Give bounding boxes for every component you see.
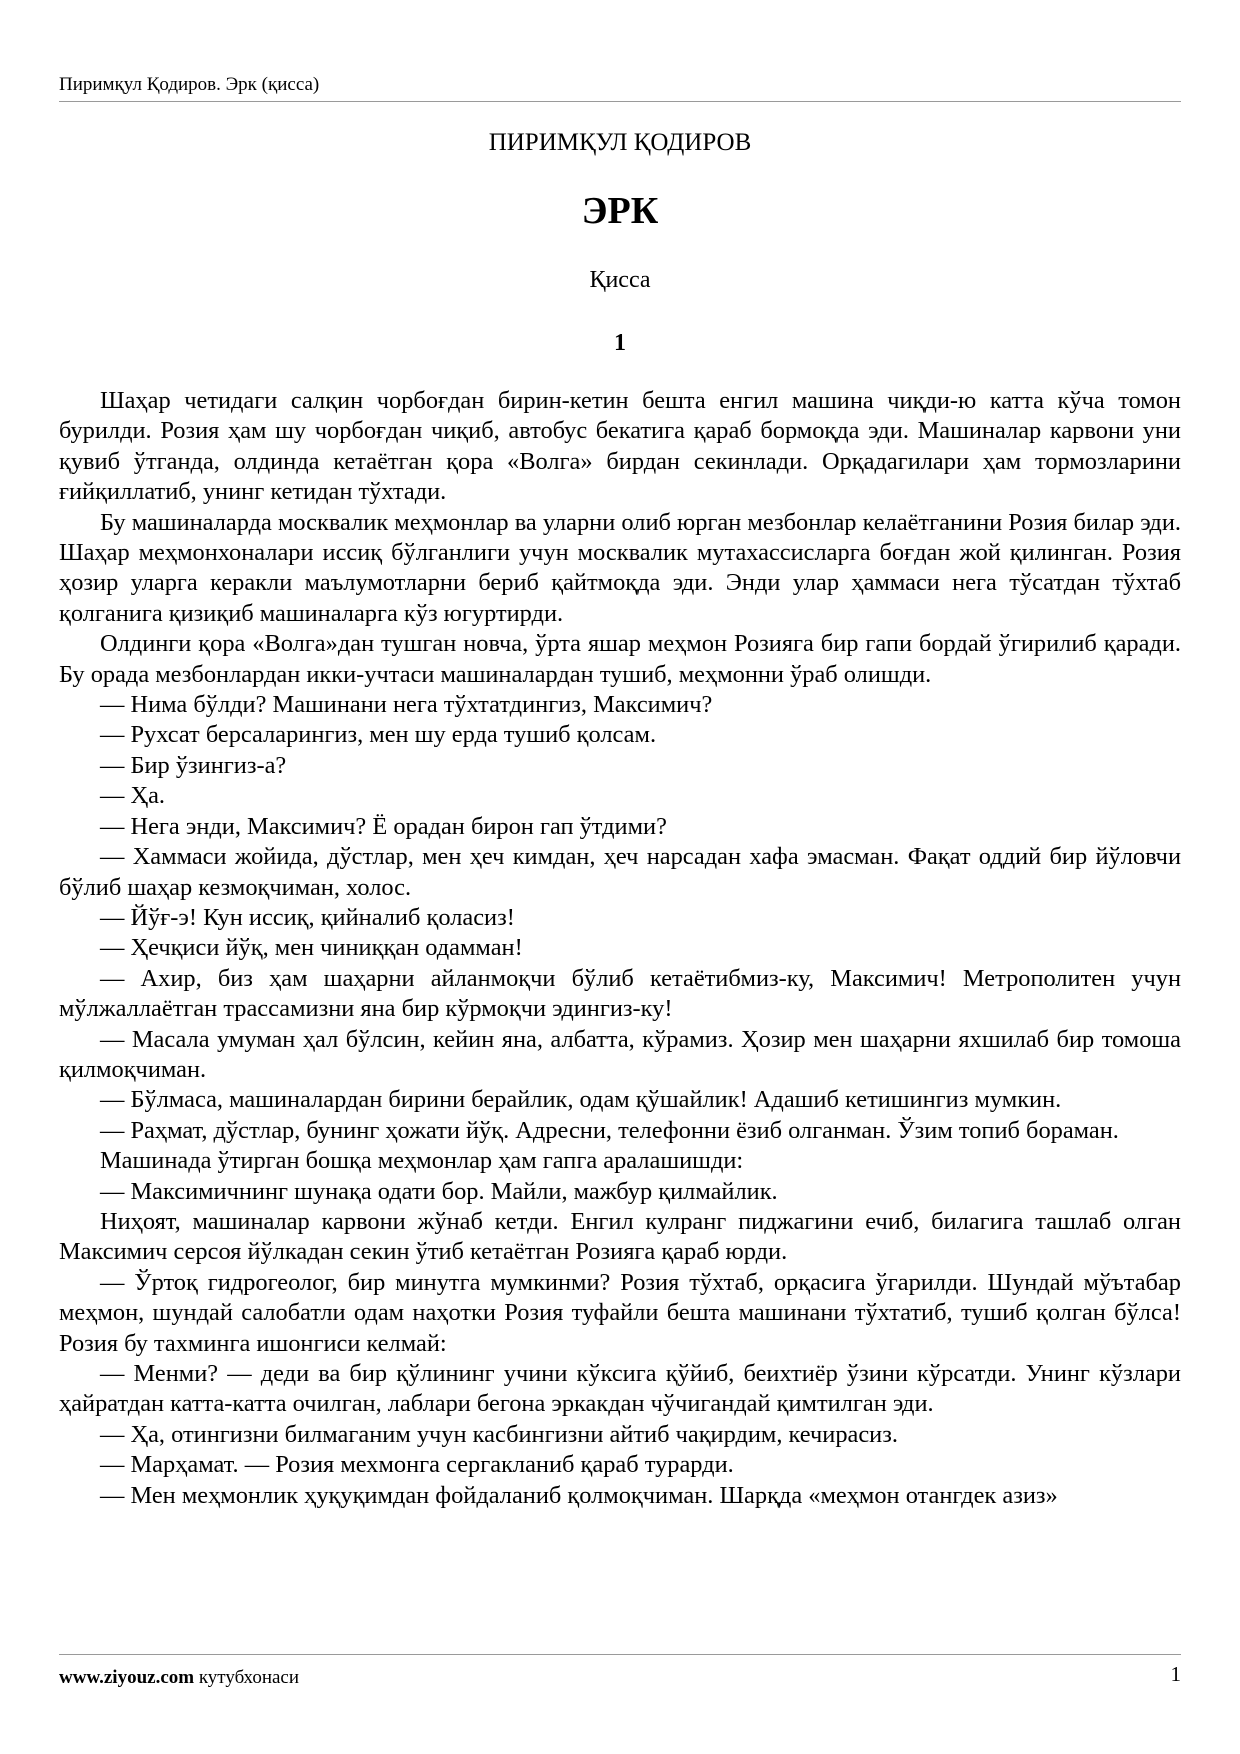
dialogue-line: — Масала умуман ҳал бўлсин, кейин яна, албатта, кўрамиз. Ҳозир мен шаҳарни яхшилаб бир томоша қилмоқчиман. [59, 1025, 1181, 1083]
footer-divider [59, 1654, 1181, 1655]
dialogue-line: — Йўғ-э! Кун иссиқ, қийналиб қоласиз! [100, 903, 515, 931]
dialogue-line: — Марҳамат. — Розия мехмонга сергакланиб қараб турарди. [100, 1451, 734, 1479]
dialogue-line: — Нима бўлди? Машинани нега тўхтатдингиз, Максимич? [100, 691, 713, 719]
book-title: ЭРК [581, 190, 659, 232]
paragraph: Машинада ўтирган бошқа меҳмонлар ҳам гапга аралашишди: [100, 1147, 744, 1175]
footer-source [59, 1667, 299, 1689]
dialogue-line: — Нега энди, Максимич? Ё орадан бирон гап ўтдими? [100, 812, 667, 840]
dialogue-line: — Ахир, биз ҳам шаҳарни айланмоқчи бўлиб кетаётибмиз-ку, Максимич! Метрополитен учун мўлжаллаётган трассамизни яна бир кўрмоқчи эдингиз-ку! [59, 964, 1181, 1023]
dialogue-line: — Ҳа. [100, 782, 166, 810]
dialogue-line: — Ўртоқ гидрогеолог, бир минутга мумкинми? Розия тўхтаб, орқасига ўгарилди. Шундай мўътабар меҳмон, шундай салобатли одам наҳотки Розия туфайли бешта машинани тўхтатиб, тушиб қолган бўлса! Розия бу тахминга ишонгиси келмай: [59, 1268, 1181, 1357]
dialogue-line: — Менми? — деди ва бир қўлининг учини кўксига қўйиб, беихтиёр ўзини кўрсатди. Унинг кўзлари ҳайратдан катта-катта очилган, лаблари бегона эркакдан чўчигандай қимтилган эди. [59, 1360, 1181, 1418]
dialogue-line: — Ҳечқиси йўқ, мен чиниққан одамман! [100, 934, 523, 962]
dialogue-line: — Ҳа, отингизни билмаганим учун касбингизни айтиб чақирдим, кечирасиз. [100, 1420, 898, 1448]
paragraph: Ниҳоят, машиналар карвони жўнаб кетди. Енгил кулранг пиджагини ечиб, билагига ташлаб олган Максимич серсоя йўлкадан секин ўтиб кетаётган Розияга қараб юрди. [59, 1207, 1181, 1266]
footer-library-label: кутубхонаси [198, 1667, 300, 1688]
page-number: 1 [1170, 1662, 1181, 1686]
paragraph: Олдинги қора «Волга»дан тушган новча, ўрта яшар меҳмон Розияга бир гапи бордай ўгирилиб қаради. Бу орада мезбонлардан икки-учтаси машиналардан тушиб, меҳмонни ўраб олишди. [59, 630, 1181, 688]
running-header: Пиримқул Қодиров. Эрк (қисса) [59, 74, 320, 95]
dialogue-line: — Максимичнинг шунақа одати бор. Майли, мажбур қилмайлик. [100, 1177, 778, 1205]
genre-subtitle: Қисса [589, 267, 651, 293]
footer-site-link[interactable]: www.ziyouz.com [59, 1667, 195, 1688]
dialogue-line: — Раҳмат, дўстлар, бунинг ҳожати йўқ. Адресни, телефонни ёзиб олганман. Ўзим топиб бораман. [100, 1116, 1119, 1144]
dialogue-line: — Бир ўзингиз-а? [100, 751, 287, 779]
dialogue-line: — Хаммаси жойида, дўстлар, мен ҳеч кимдан, ҳеч нарсадан хафа эмасман. Фақат оддий бир йўловчи бўлиб шаҳар кезмоқчиман, холос. [59, 843, 1181, 901]
dialogue-line: — Бўлмаса, машиналардан бирини берайлик, одам қўшайлик! Адашиб кетишингиз мумкин. [100, 1086, 1062, 1114]
author-name: ПИРИМҚУЛ ҚОДИРОВ [488, 129, 752, 156]
dialogue-line: — Мен меҳмонлик ҳуқуқимдан фойдаланиб қолмоқчиман. Шарқда «меҳмон отангдек азиз» [100, 1481, 1058, 1509]
paragraph: Бу машиналарда москвалик меҳмонлар ва уларни олиб юрган мезбонлар келаётганини Розия билар эди. Шаҳар меҳмонхоналари иссиқ бўлганлиги учун москвалик мутахассисларга боғдан жой қилинган. Розия ҳозир уларга керакли маълумотларни бериб қайтмоқда эди. Энди улар ҳаммаси нега тўсатдан тўхтаб қолганига қизиқиб машиналарга кўз югуртирди. [59, 508, 1181, 627]
chapter-number: 1 [614, 330, 626, 356]
dialogue-line: — Рухсат берсаларингиз, мен шу ерда тушиб қолсам. [100, 721, 657, 749]
paragraph: Шаҳар четидаги салқин чорбоғдан бирин-кетин бешта енгил машина чиқди-ю катта кўча томон бурилди. Розия ҳам шу чорбоғдан чиқиб, автобус бекатига қараб бормоқда эди. Машиналар карвони уни қувиб ўтганда, олдинда кетаётган қора «Волга» бирдан секинлади. Орқадагилари ҳам тормозларини ғийқиллатиб, унинг кетидан тўхтади. [59, 387, 1181, 506]
header-divider [59, 101, 1181, 102]
story-text [59, 386, 1181, 1511]
